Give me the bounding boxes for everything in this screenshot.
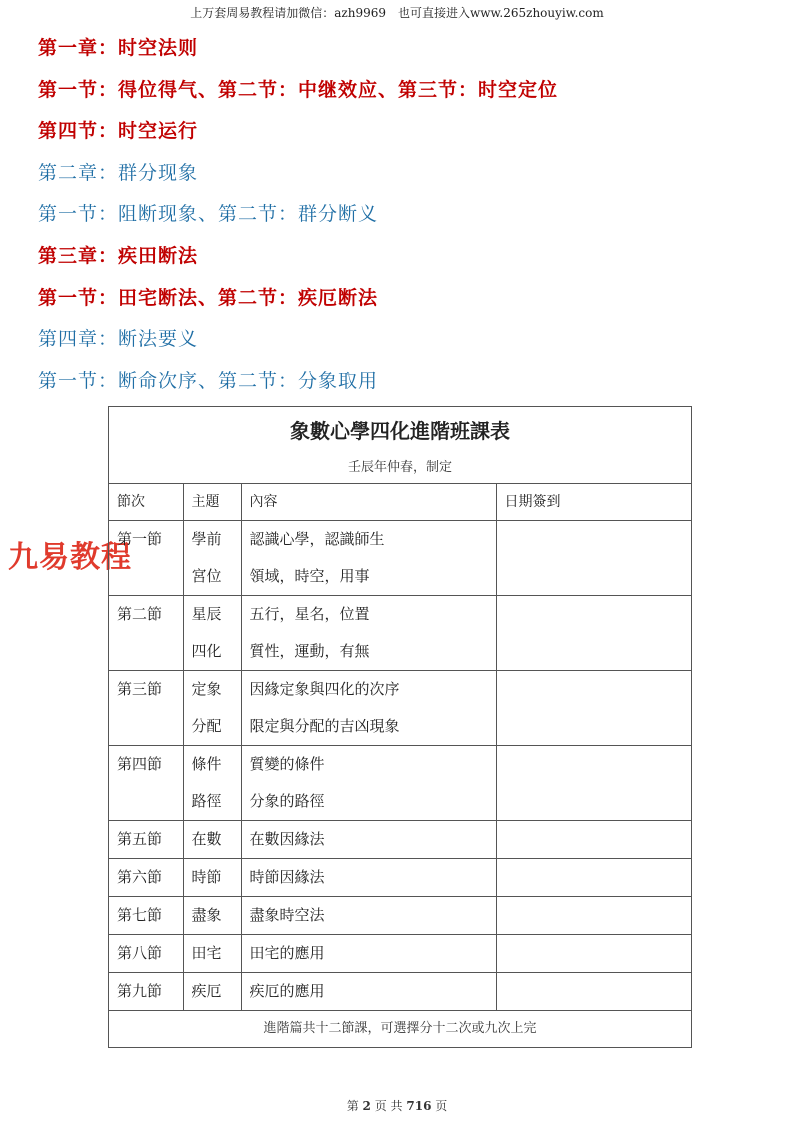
date-signin-cell	[496, 897, 691, 935]
outline-line: 第三章：疾田断法	[38, 244, 199, 267]
outline-line: 第一节：断命次序、第二节：分象取用	[38, 369, 379, 392]
topic-label: 疾厄	[191, 982, 222, 1000]
topic-cell	[183, 821, 241, 859]
column-header-date: 日期簽到	[496, 484, 691, 521]
session-cell	[109, 859, 183, 897]
column-header-topic: 主題	[183, 484, 241, 521]
outline-line: 第二章：群分现象	[38, 161, 199, 184]
topic-cell	[183, 935, 241, 973]
page-footer	[0, 1097, 794, 1114]
content-cell	[241, 521, 496, 596]
table-row	[109, 596, 691, 671]
topic-cell	[183, 596, 241, 671]
topic-cell	[183, 746, 241, 821]
content-text: 領域，時空，用事	[249, 567, 370, 585]
topic-cell	[183, 897, 241, 935]
table-row	[109, 671, 691, 746]
content-cell	[241, 596, 496, 671]
topic-cell	[183, 859, 241, 897]
session-label: 第七節	[117, 906, 163, 924]
content-cell	[241, 897, 496, 935]
content-text: 限定與分配的吉凶現象	[249, 717, 400, 735]
session-label: 第四節	[117, 755, 163, 773]
content-text: 五行，星名，位置	[249, 605, 370, 623]
page-footer-suffix: 页	[435, 1099, 448, 1113]
topic-label: 條件	[191, 755, 222, 773]
content-text: 盡象時空法	[249, 906, 325, 924]
content-text: 疾厄的應用	[249, 982, 325, 1000]
session-label: 第五節	[117, 830, 163, 848]
content-cell	[241, 671, 496, 746]
content-text: 質性，運動，有無	[249, 642, 370, 660]
header-note: 上万套周易教程请加微信：azh9969 也可直接进入www.265zhouyiw.com	[190, 6, 604, 20]
session-label: 第一節	[117, 530, 163, 548]
topic-cell	[183, 671, 241, 746]
session-label: 第九節	[117, 982, 163, 1000]
content-text: 因緣定象與四化的次序	[249, 680, 400, 698]
session-label: 第二節	[117, 605, 163, 623]
content-text: 分象的路徑	[249, 792, 325, 810]
page-footer-mid: 页 共	[374, 1099, 403, 1113]
content-cell	[241, 935, 496, 973]
topic-label: 在數	[191, 830, 222, 848]
content-cell	[241, 746, 496, 821]
session-label: 第八節	[117, 944, 163, 962]
topic-label: 分配	[191, 717, 222, 735]
content-cell	[241, 973, 496, 1011]
content-text: 時節因緣法	[249, 868, 325, 886]
session-cell	[109, 521, 183, 596]
schedule-subtitle: 壬辰年仲春，制定	[347, 460, 452, 475]
page-total: 716	[406, 1099, 432, 1113]
session-label: 第六節	[117, 868, 163, 886]
outline-line: 第一章：时空法则	[38, 37, 199, 59]
table-row	[109, 935, 691, 973]
session-cell	[109, 596, 183, 671]
table-row	[109, 746, 691, 821]
content-text: 田宅的應用	[249, 944, 325, 962]
session-label: 第三節	[117, 680, 163, 698]
session-cell	[109, 746, 183, 821]
schedule-title: 象數心學四化進階班課表	[290, 419, 510, 443]
page-footer-prefix: 第	[346, 1099, 359, 1113]
content-cell	[241, 859, 496, 897]
date-signin-cell	[496, 521, 691, 596]
date-signin-cell	[496, 859, 691, 897]
column-header-session: 節次	[109, 484, 183, 521]
table-row	[109, 973, 691, 1011]
table-row	[109, 897, 691, 935]
column-header-content: 內容	[241, 484, 496, 521]
outline-line: 第一节：阻断现象、第二节：群分断义	[38, 203, 379, 226]
outline-line: 第四章：断法要义	[38, 328, 199, 351]
schedule-footer-note: 進階篇共十二節課，可選擇分十二次或九次上完	[263, 1021, 537, 1036]
date-signin-cell	[496, 821, 691, 859]
schedule-title-block	[109, 407, 691, 484]
schedule-header-row	[109, 484, 691, 521]
session-cell	[109, 821, 183, 859]
topic-label: 田宅	[191, 944, 222, 962]
chapter-outline	[38, 28, 758, 402]
date-signin-cell	[496, 746, 691, 821]
schedule-grid	[109, 484, 691, 1011]
content-text: 認識心學，認識師生	[249, 530, 385, 548]
session-cell	[109, 897, 183, 935]
topic-label: 學前	[191, 530, 222, 548]
table-row	[109, 821, 691, 859]
date-signin-cell	[496, 671, 691, 746]
session-cell	[109, 671, 183, 746]
session-cell	[109, 935, 183, 973]
date-signin-cell	[496, 973, 691, 1011]
topic-cell	[183, 973, 241, 1011]
topic-label: 定象	[191, 680, 222, 698]
content-text: 在數因緣法	[249, 830, 325, 848]
table-row	[109, 859, 691, 897]
outline-line: 第一节：田宅断法、第二节：疾厄断法	[38, 286, 379, 309]
outline-line: 第四节：时空运行	[38, 120, 199, 143]
content-text: 質變的條件	[249, 755, 325, 773]
content-cell	[241, 821, 496, 859]
topic-label: 宮位	[191, 567, 222, 585]
topic-label: 時節	[191, 868, 222, 886]
topic-label: 路徑	[191, 792, 222, 810]
outline-line: 第一节：得位得气、第二节：中继效应、第三节：时空定位	[38, 78, 559, 101]
date-signin-cell	[496, 935, 691, 973]
date-signin-cell	[496, 596, 691, 671]
session-cell	[109, 973, 183, 1011]
topic-label: 星辰	[191, 605, 222, 623]
page-number: 2	[362, 1099, 371, 1113]
schedule-table	[108, 406, 692, 1048]
table-row	[109, 521, 691, 596]
topic-label: 四化	[191, 642, 222, 660]
topic-cell	[183, 521, 241, 596]
topic-label: 盡象	[191, 906, 222, 924]
watermark-logo: 九易教程	[8, 540, 132, 575]
